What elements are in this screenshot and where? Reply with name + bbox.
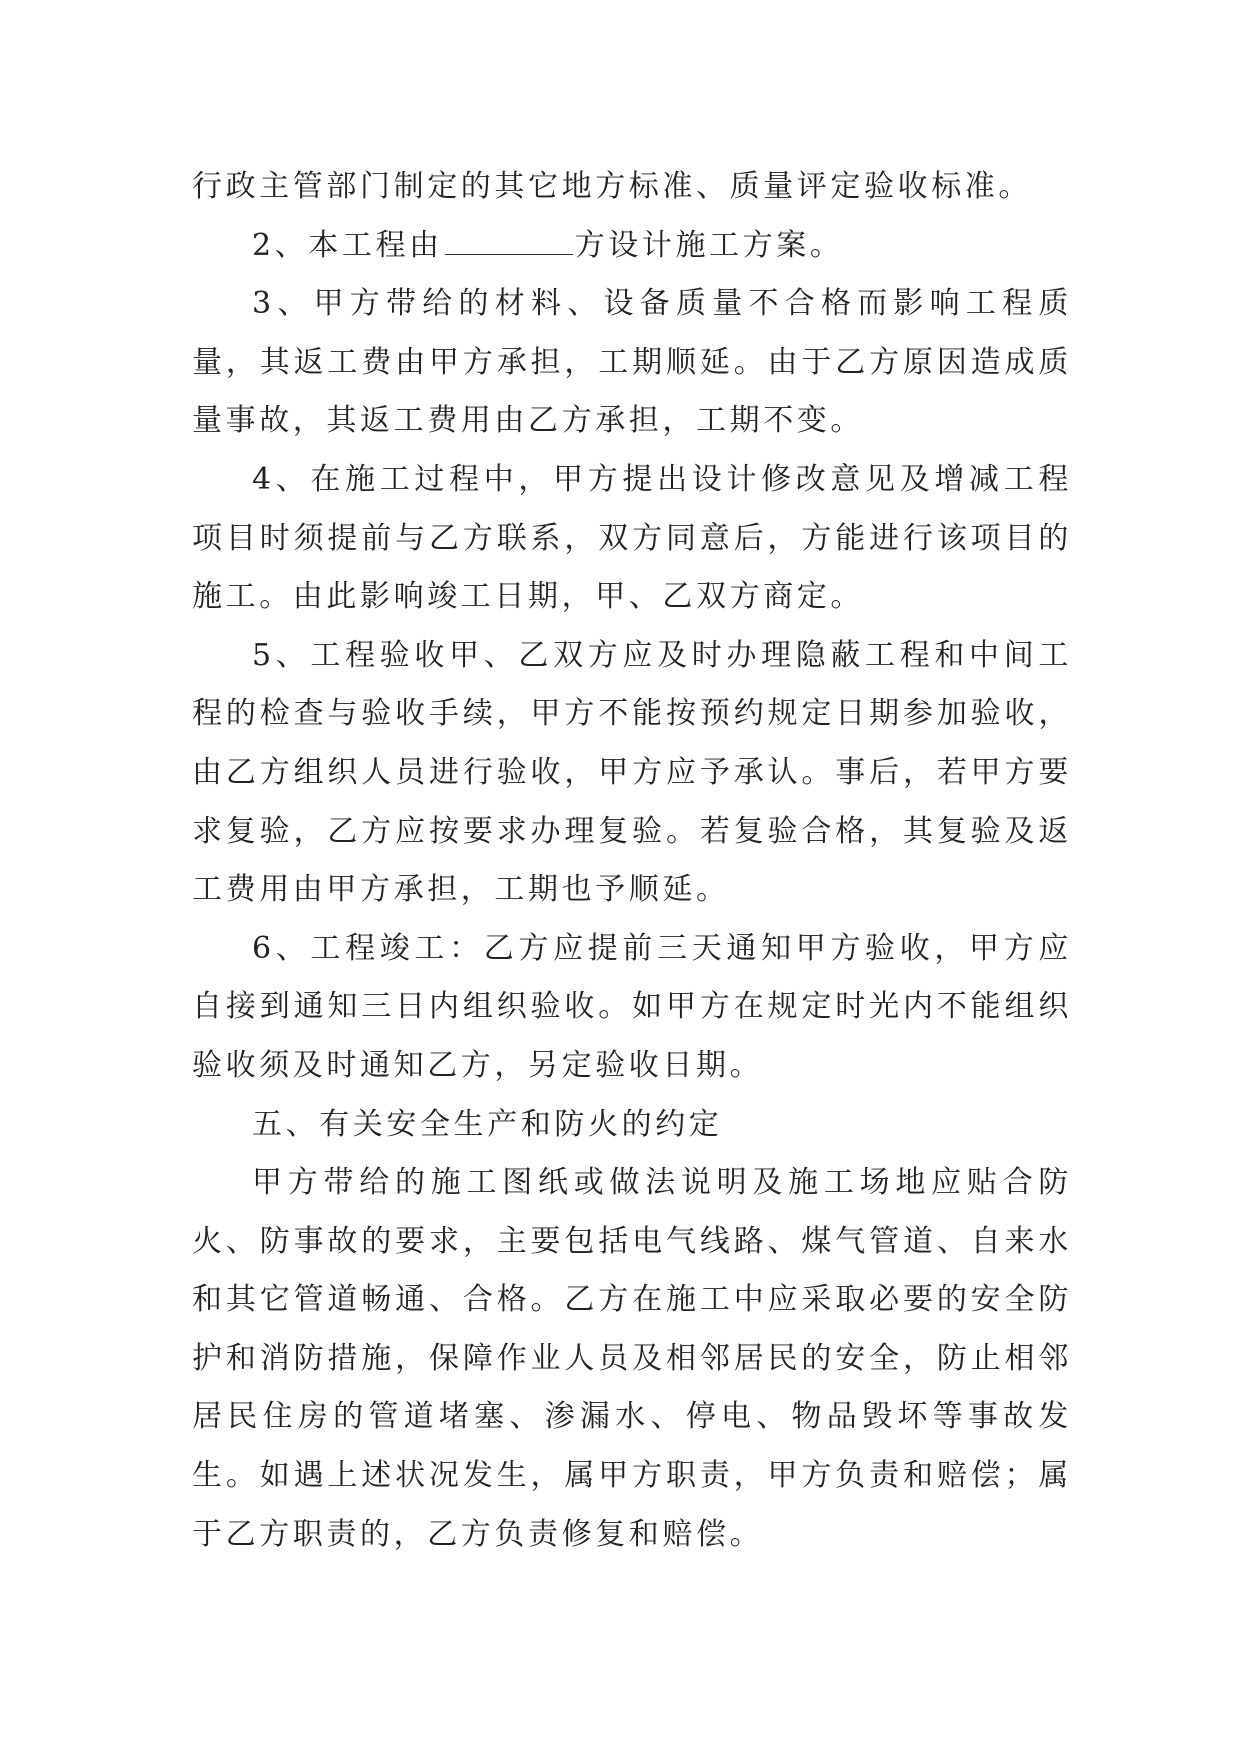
document-body — [192, 158, 1072, 1564]
fill-in-blank-line — [445, 230, 573, 255]
paragraph-clause-5: 5、工程验收甲、乙双方应及时办理隐蔽工程和中间工程的检查与验收手续，甲方不能按预约规定日期参加验收，由乙方组织人员进行验收，甲方应予承认。事后，若甲方要求复验，乙方应按要求办理复验。若复验合格，其复验及返工费用由甲方承担，工期也予顺延。 — [192, 637, 1072, 908]
paragraph-standards-continuation: 行政主管部门制定的其它地方标准、质量评定验收标准。 — [192, 169, 1032, 204]
paragraph-clause-2 — [192, 217, 1072, 276]
clause-2-text-after: 方设计施工方案。 — [574, 227, 844, 263]
paragraph-clause-4: 4、在施工过程中，甲方提出设计修改意见及增减工程项目时须提前与乙方联系，双方同意后，方能进行该项目的施工。由此影响竣工日期，甲、乙双方商定。 — [192, 461, 1072, 615]
paragraph-safety-fire: 甲方带给的施工图纸或做法说明及施工场地应贴合防火、防事故的要求，主要包括电气线路、煤气管道、自来水和其它管道畅通、合格。乙方在施工中应采取必要的安全防护和消防措施，保障作业人员及相邻居民的安全，防止相邻居民住房的管道堵塞、渗漏水、停电、物品毁坏等事故发生。如遇上述状况发生，属甲方职责，甲方负责和赔偿；属于乙方职责的，乙方负责修复和赔偿。 — [192, 1165, 1072, 1552]
paragraph-clause-6: 6、工程竣工：乙方应提前三天通知甲方验收，甲方应自接到通知三日内组织验收。如甲方在规定时光内不能组织验收须及时通知乙方，另定验收日期。 — [192, 930, 1072, 1083]
clause-2-text-before: 2、本工程由 — [252, 227, 443, 263]
section-heading-safety: 五、有关安全生产和防火的约定 — [252, 1106, 723, 1142]
paragraph-clause-3: 3、甲方带给的材料、设备质量不合格而影响工程质量，其返工费由甲方承担，工期顺延。由于乙方原因造成质量事故，其返工费用由乙方承担，工期不变。 — [192, 286, 1072, 439]
